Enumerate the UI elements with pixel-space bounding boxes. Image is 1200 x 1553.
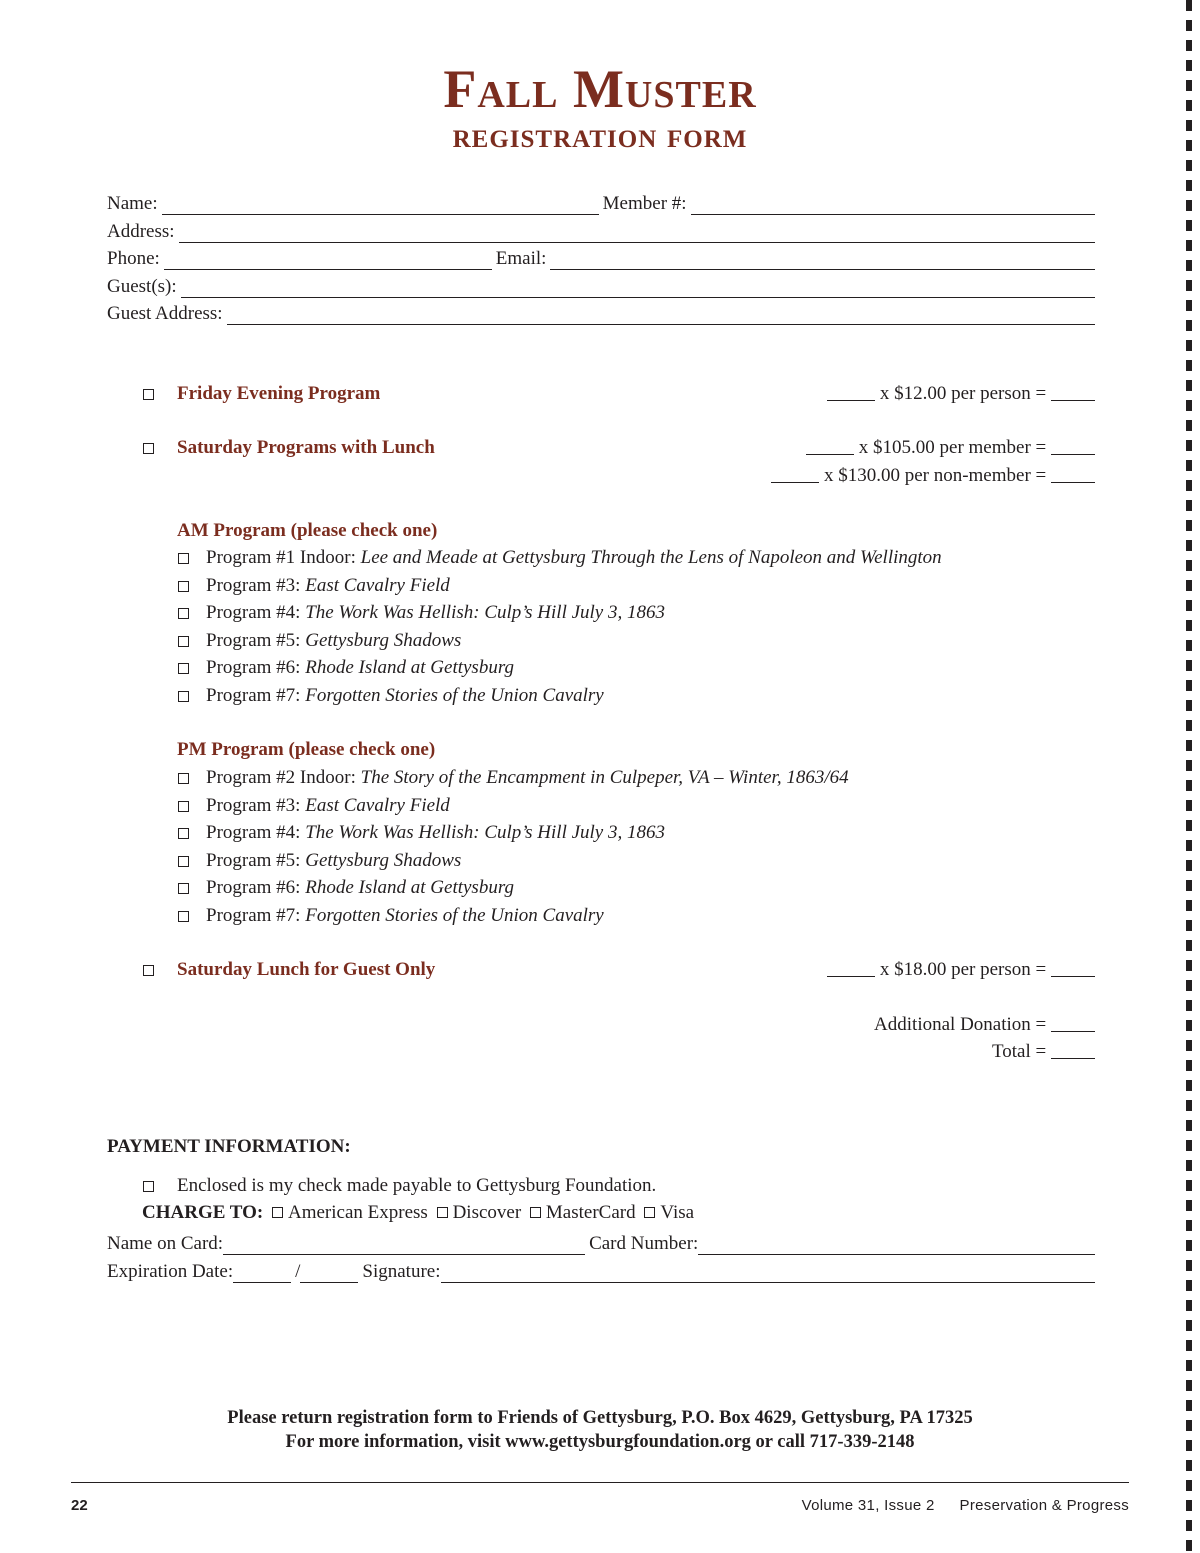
am-program-checkbox[interactable] bbox=[178, 691, 189, 702]
signature-label: Signature: bbox=[362, 1261, 441, 1282]
expiration-year-field[interactable] bbox=[300, 1262, 358, 1283]
pm-program-item bbox=[206, 822, 665, 844]
saturday-member-price-text: x $105.00 per member = bbox=[858, 437, 1047, 458]
program-number: Program #4: bbox=[206, 822, 306, 843]
program-number: Program #5: bbox=[206, 849, 306, 871]
program-title: Rhode Island at Gettysburg bbox=[305, 657, 515, 678]
discover-label: Discover bbox=[452, 1202, 522, 1223]
saturday-nonmember-price bbox=[771, 465, 1095, 487]
guest-lunch-price-text: x $18.00 per person = bbox=[879, 959, 1047, 980]
friday-qty-field[interactable] bbox=[827, 383, 875, 401]
program-title: Gettysburg Shadows bbox=[305, 849, 462, 871]
card-number-label: Card Number: bbox=[589, 1233, 699, 1254]
member-label: Member #: bbox=[602, 193, 687, 214]
footer-rule bbox=[71, 1482, 1129, 1483]
cut-line bbox=[1186, 0, 1192, 1553]
program-title: Rhode Island at Gettysburg bbox=[305, 877, 515, 898]
program-number: Program #7: bbox=[206, 684, 306, 706]
page-number: 22 bbox=[71, 1497, 88, 1514]
phone-field[interactable] bbox=[164, 249, 492, 270]
charge-to-label: CHARGE TO: bbox=[142, 1202, 264, 1223]
program-number: Program #1 Indoor: bbox=[206, 547, 361, 568]
saturday-nonmember-price-text: x $130.00 per non-member = bbox=[823, 465, 1047, 486]
expiration-slash: / bbox=[295, 1261, 301, 1282]
program-title: East Cavalry Field bbox=[305, 794, 450, 816]
phone-label: Phone: bbox=[107, 248, 160, 269]
form-title: Fall Muster bbox=[443, 59, 757, 119]
total-field[interactable] bbox=[1051, 1041, 1095, 1059]
phone-row bbox=[107, 243, 1095, 270]
friday-total-field[interactable] bbox=[1051, 383, 1095, 401]
saturday-label: Saturday Programs with Lunch bbox=[177, 437, 435, 458]
program-title: East Cavalry Field bbox=[305, 574, 450, 596]
guest-address-field[interactable] bbox=[227, 304, 1095, 325]
return-address: Please return registration form to Friends of Gettysburg, P.O. Box 4629, Gettysburg, PA 17325 bbox=[227, 1408, 973, 1428]
pm-program-item bbox=[206, 850, 461, 872]
mastercard-checkbox[interactable] bbox=[530, 1207, 541, 1218]
pm-program-checkbox[interactable] bbox=[178, 911, 189, 922]
pm-program-item bbox=[206, 905, 604, 927]
am-program-item bbox=[206, 657, 514, 679]
name-label: Name: bbox=[107, 193, 158, 214]
check-checkbox[interactable] bbox=[143, 1181, 154, 1192]
pm-program-checkbox[interactable] bbox=[178, 856, 189, 867]
folio-right bbox=[802, 1497, 1129, 1514]
program-number: Program #2 Indoor: bbox=[206, 767, 361, 788]
program-number: Program #3: bbox=[206, 574, 306, 596]
address-field[interactable] bbox=[179, 222, 1095, 243]
guest-lunch-label: Saturday Lunch for Guest Only bbox=[177, 959, 436, 980]
program-number: Program #6: bbox=[206, 657, 306, 678]
total-row bbox=[992, 1041, 1095, 1063]
program-title: Lee and Meade at Gettysburg Through the Lens of Napoleon and Wellington bbox=[360, 547, 942, 568]
visa-label: Visa bbox=[660, 1202, 695, 1223]
guest-lunch-total-field[interactable] bbox=[1051, 959, 1095, 977]
am-program-item bbox=[206, 575, 450, 597]
signature-field[interactable] bbox=[441, 1262, 1096, 1283]
amex-checkbox[interactable] bbox=[272, 1207, 283, 1218]
saturday-member-price bbox=[806, 437, 1095, 459]
publication-name: Preservation & Progress bbox=[959, 1497, 1129, 1514]
program-title: The Work Was Hellish: Culp’s Hill July 3, 1863 bbox=[305, 822, 665, 843]
saturday-nonmember-total-field[interactable] bbox=[1051, 465, 1095, 483]
card-number-field[interactable] bbox=[698, 1234, 1095, 1255]
am-heading: AM Program (please check one) bbox=[177, 520, 438, 541]
am-program-item bbox=[206, 547, 942, 569]
address-row bbox=[107, 216, 1095, 243]
visa-checkbox[interactable] bbox=[644, 1207, 655, 1218]
guest-lunch-checkbox[interactable] bbox=[143, 965, 154, 976]
pm-program-checkbox[interactable] bbox=[178, 801, 189, 812]
expiration-label: Expiration Date: bbox=[107, 1261, 234, 1282]
am-program-item bbox=[206, 602, 665, 624]
saturday-member-total-field[interactable] bbox=[1051, 437, 1095, 455]
name-row bbox=[107, 188, 1095, 215]
member-field[interactable] bbox=[691, 194, 1095, 215]
guests-field[interactable] bbox=[181, 277, 1095, 298]
address-label: Address: bbox=[107, 221, 175, 242]
pm-program-checkbox[interactable] bbox=[178, 883, 189, 894]
discover-checkbox[interactable] bbox=[437, 1207, 448, 1218]
guest-lunch-qty-field[interactable] bbox=[827, 959, 875, 977]
am-program-checkbox[interactable] bbox=[178, 636, 189, 647]
am-program-item bbox=[206, 630, 461, 652]
payment-heading: PAYMENT INFORMATION: bbox=[107, 1136, 351, 1157]
program-title: Forgotten Stories of the Union Cavalry bbox=[305, 684, 604, 706]
total-label: Total = bbox=[992, 1041, 1047, 1062]
form-subtitle: registration form bbox=[452, 116, 748, 155]
program-title: Forgotten Stories of the Union Cavalry bbox=[305, 904, 604, 926]
friday-price bbox=[827, 383, 1095, 405]
program-title: The Story of the Encampment in Culpeper, VA – Winter, 1863/64 bbox=[360, 767, 849, 788]
friday-checkbox[interactable] bbox=[143, 389, 154, 400]
donation-label: Additional Donation = bbox=[874, 1014, 1047, 1035]
donation-row bbox=[874, 1014, 1095, 1036]
email-label: Email: bbox=[495, 248, 547, 269]
guest-address-row bbox=[107, 298, 1095, 325]
donation-field[interactable] bbox=[1051, 1014, 1095, 1032]
program-number: Program #6: bbox=[206, 877, 306, 898]
expiration-row bbox=[107, 1256, 1095, 1283]
program-number: Program #3: bbox=[206, 794, 306, 816]
am-program-item bbox=[206, 685, 604, 707]
card-row bbox=[107, 1228, 1095, 1255]
name-on-card-label: Name on Card: bbox=[107, 1233, 224, 1254]
program-title: The Work Was Hellish: Culp’s Hill July 3, 1863 bbox=[305, 602, 665, 623]
check-text: Enclosed is my check made payable to Gettysburg Foundation. bbox=[177, 1175, 657, 1196]
pm-program-checkbox[interactable] bbox=[178, 828, 189, 839]
guest-address-label: Guest Address: bbox=[107, 303, 223, 324]
charge-to-row bbox=[142, 1202, 694, 1224]
program-number: Program #4: bbox=[206, 602, 306, 623]
more-info: For more information, visit www.gettysburgfoundation.org or call 717-339-2148 bbox=[285, 1432, 915, 1452]
name-on-card-field[interactable] bbox=[223, 1234, 585, 1255]
am-program-checkbox[interactable] bbox=[178, 608, 189, 619]
amex-label: American Express bbox=[288, 1202, 428, 1223]
pm-heading: PM Program (please check one) bbox=[177, 739, 436, 760]
guests-label: Guest(s): bbox=[107, 276, 177, 297]
mastercard-label: MasterCard bbox=[545, 1202, 636, 1223]
volume-issue: Volume 31, Issue 2 bbox=[801, 1497, 935, 1514]
expiration-month-field[interactable] bbox=[233, 1262, 291, 1283]
saturday-nonmember-qty-field[interactable] bbox=[771, 465, 819, 483]
saturday-member-qty-field[interactable] bbox=[806, 437, 854, 455]
guests-row bbox=[107, 271, 1095, 298]
guest-lunch-price bbox=[827, 959, 1095, 981]
pm-program-item bbox=[206, 877, 514, 899]
email-field[interactable] bbox=[550, 249, 1095, 270]
saturday-checkbox[interactable] bbox=[143, 443, 154, 454]
pm-program-item bbox=[206, 795, 450, 817]
program-number: Program #7: bbox=[206, 904, 306, 926]
program-title: Gettysburg Shadows bbox=[305, 629, 462, 651]
am-program-checkbox[interactable] bbox=[178, 581, 189, 592]
friday-label: Friday Evening Program bbox=[177, 383, 381, 404]
am-program-checkbox[interactable] bbox=[178, 663, 189, 674]
pm-program-item bbox=[206, 767, 849, 789]
program-number: Program #5: bbox=[206, 629, 306, 651]
pm-program-checkbox[interactable] bbox=[178, 773, 189, 784]
name-field[interactable] bbox=[162, 194, 599, 215]
am-program-checkbox[interactable] bbox=[178, 553, 189, 564]
friday-price-text: x $12.00 per person = bbox=[879, 383, 1047, 404]
